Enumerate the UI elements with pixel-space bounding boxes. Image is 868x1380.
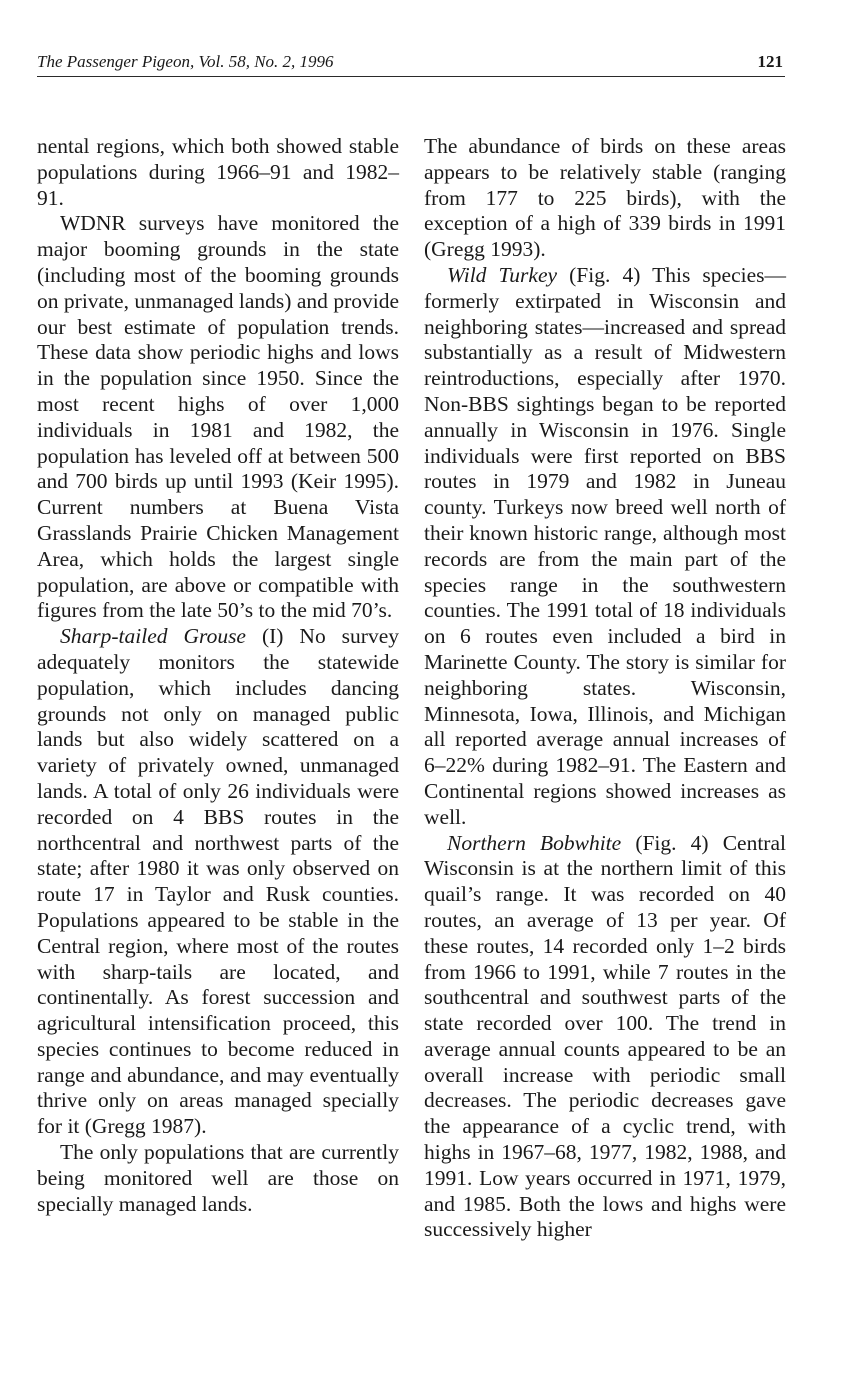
paragraph-sharp-tailed-grouse (37, 624, 399, 1140)
paragraph-text: (Fig. 4) Central Wisconsin is at the northern limit of this quail’s range. It was recorded on 40 routes, an average of 13 per year. Of these routes, 14 recorded only 1–2 birds from 1966 to 1991, while 7 routes in the southcentral and southwest parts of the state recorded over 100. The trend in average annual counts appeared to be an overall increase with periodic small decreases. The periodic decreases gave the appearance of a cyclic trend, with highs in 1967–68, 1977, 1982, 1988, and 1991. Low years occurred in 1971, 1979, and 1985. Both the lows and highs were successively higher (424, 830, 786, 1242)
paragraph-continuation: nental regions, which both showed stable populations during 1966–91 and 1982–91. (37, 134, 399, 210)
running-header (37, 52, 785, 77)
species-name: Sharp-tailed Grouse (60, 624, 246, 649)
page-number: 121 (757, 52, 783, 71)
paragraph-text: (I) No survey adequately monitors the statewide population, which includes dancing grounds not only on managed public lands but also widely scattered on a variety of privately owned, unmanaged lands. A total of only 26 individuals were recorded on 4 BBS routes in the northcentral and northwest parts of the state; after 1980 it was only observed on route 17 in Taylor and Rusk counties. Populations appeared to be stable in the Central region, where most of the routes with sharp-tails are located, and continentally. As forest succession and agricultural intensification proceed, this species continues to become reduced in range and abundance, and may eventually thrive only on areas managed specially for it (Gregg 1987). (37, 624, 400, 1139)
right-column (424, 134, 786, 1243)
paragraph-text: (Fig. 4) This species—formerly extirpated in Wisconsin and neighboring states—increased and spread substantially as a result of Midwestern reintroductions, especially after 1970. Non-BBS sightings began to be reported annually in Wisconsin in 1976. Single individuals were first reported on BBS routes in 1979 and 1982 in Juneau county. Turkeys now breed well north of their known historic range, although most records are from the main part of the species range in the southwestern counties. The 1991 total of 18 individuals on 6 routes even included a bird in Marinette County. The story is similar for neighboring states. Wisconsin, Minnesota, Iowa, Illinois, and Michigan all reported average annual increases of 6–22% during 1982–91. The Eastern and Continental regions showed increases as well. (424, 262, 787, 829)
paragraph-managed-populations: The only populations that are currently being monitored well are those on specially managed lands. (37, 1140, 399, 1216)
left-column (37, 134, 399, 1217)
paragraph-wild-turkey (424, 263, 786, 831)
journal-title: The Passenger Pigeon, Vol. 58, No. 2, 1996 (37, 52, 334, 71)
paragraph-prairie-chicken-surveys: WDNR surveys have monitored the major booming grounds in the state (including most of the booming grounds on private, unmanaged lands) and provide our best estimate of population trends. These data show periodic highs and lows in the population since 1950. Since the most recent highs of over 1,000 individuals in 1981 and 1982, the population has leveled off at between 500 and 700 birds up until 1993 (Keir 1995). Current numbers at Buena Vista Grasslands Prairie Chicken Management Area, which holds the largest single population, are above or compatible with figures from the late 50’s to the mid 70’s. (37, 211, 399, 623)
paragraph-abundance: The abundance of birds on these areas appears to be relatively stable (ranging from 177 to 225 birds), with the exception of a high of 339 birds in 1991 (Gregg 1993). (424, 134, 786, 262)
paragraph-northern-bobwhite (424, 831, 786, 1244)
species-name: Northern Bobwhite (447, 830, 622, 855)
species-name: Wild Turkey (447, 262, 558, 287)
